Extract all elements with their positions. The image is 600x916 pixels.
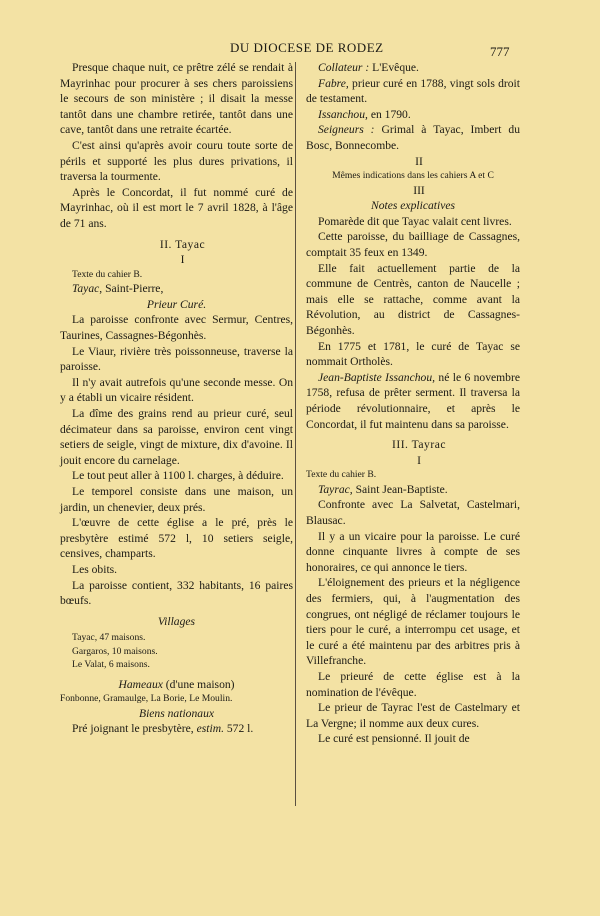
text-run: né le 6 novembre 1758, refusa de prêter serment. Il traversa la période révolutionnaire, et après le Concordat, il fut maintenu dans sa paroisse.: [306, 370, 520, 431]
paragraph: Cette paroisse, du bailliage de Cassagnes, comptait 35 feux en 1349.: [306, 230, 520, 260]
entry-title-rest: , Saint-Pierre,: [99, 282, 164, 296]
roman-numeral: I: [180, 253, 185, 267]
hameaux-label: Hameaux: [118, 677, 163, 691]
entry-title-name: Tayac: [72, 282, 100, 296]
paragraph: [306, 370, 520, 432]
hameaux-note: (d'une maison): [162, 677, 235, 691]
left-column: [60, 60, 293, 737]
paragraph: C'est ainsi qu'après avoir couru toute sorte de périls et supporté les plus dures privations, il traversa la tourmente.: [60, 138, 293, 184]
entry-title: [306, 482, 520, 498]
hameaux-heading: [60, 677, 293, 693]
paragraph: Après le Concordat, il fut nommé curé de Mayrinhac, où il est mort le 7 avril 1828, à l'âge de 71 ans.: [60, 185, 293, 230]
paragraph: [306, 60, 520, 76]
entry-title-rest: Saint Jean-Baptiste.: [352, 482, 448, 496]
paragraph: [306, 122, 520, 153]
label-italic: Collateur :: [318, 61, 370, 74]
paragraph: Il y a un vicaire pour la paroisse. Le curé donne cinquante livres à compte de ses honoraires, ce qui annonce le tiers.: [306, 529, 520, 574]
paragraph: Pomarède dit que Tayac valait cent livres.: [318, 214, 512, 228]
list-item: Tayac, 47 maisons.: [72, 632, 146, 644]
roman-numeral: III: [413, 183, 425, 197]
paragraph: Confronte avec La Salvetat, Castelmari, Blausac.: [306, 498, 520, 528]
paragraph: La paroisse confronte avec Sermur, Centres, Taurines, Cassagnes-Bégonhès.: [60, 313, 293, 342]
paragraph: [60, 721, 293, 737]
list-item: Le Valat, 6 maisons.: [72, 659, 150, 671]
text-run: en 1790.: [367, 107, 411, 121]
paragraph: Le prieur de Tayrac l'est de Castelmary et La Vergne; il nomme aux deux cures.: [306, 701, 520, 730]
notes-heading: Notes explicatives: [370, 199, 456, 213]
paragraph: Presque chaque nuit, ce prêtre zélé se rendait à Mayrinhac pour procurer à ses chers paroissiens le secours de son ministère ; il disait la messe tantôt dans une chambre retirée, tantôt dans une cave, tantôt dans une retraite écartée.: [60, 61, 293, 137]
biens-heading: Biens nationaux: [138, 706, 215, 720]
entry-title: [60, 281, 293, 297]
paragraph: [306, 76, 520, 107]
text-run: Grimal à Tayac, Imbert du Bosc, Bonnecombe.: [306, 123, 521, 152]
page-number: 777: [490, 44, 510, 59]
paragraph: Le temporel consiste dans une maison, un jardin, un chenevier, deux prés.: [60, 484, 293, 514]
column-divider: [295, 62, 296, 806]
paragraph: Le curé est pensionné. Il jouit de: [318, 732, 470, 746]
source-note: Texte du cahier B.: [306, 469, 377, 481]
text-run-italic: estim.: [196, 722, 224, 736]
text-run: Pré joignant le presbytère,: [72, 722, 197, 736]
paragraph: Elle fait actuellement partie de la commune de Centrès, canton de Naucelle ; mais elle se rattache, comme avant la Révolution, au district de Cassagnes-Bégonhès.: [306, 261, 520, 337]
roman-numeral: II: [415, 154, 423, 168]
villages-list: [60, 631, 293, 672]
label-italic: Issanchou,: [318, 107, 368, 121]
running-head: DU DIOCESE DE RODEZ: [230, 40, 384, 55]
entry-title-name: Tayrac,: [318, 482, 353, 496]
label-italic: Fabre,: [318, 76, 349, 90]
list-item: Gargaros, 10 maisons.: [72, 645, 158, 657]
text-run: prieur curé en 1788, vingt sols droit de testament.: [306, 76, 520, 106]
paragraph: [306, 107, 520, 123]
paragraph: Le prieuré de cette église est à la nomination de l'évêque.: [306, 669, 520, 699]
text-run: 572 l.: [226, 722, 254, 736]
source-note: Texte du cahier B.: [72, 268, 143, 280]
villages-heading: Villages: [157, 614, 196, 628]
paragraph: Le tout peut aller à 1100 l. charges, à déduire.: [72, 469, 284, 483]
section-heading-tayrac: III. Tayrac: [391, 438, 447, 452]
roman-numeral: I: [417, 453, 421, 467]
right-column: [306, 60, 520, 747]
text-run: L'Evêque.: [369, 61, 419, 74]
paragraph: La dîme des grains rend au prieur curé, seul décimateur dans sa paroisse, environ cent vingt setiers de seigle, vingt de mixture, dix d'avoine. Il jouit encore du carnelage.: [60, 406, 293, 467]
paragraph: L'éloignement des prieurs et la négligence des fermiers, qui, à l'augmentation des congrues, ont négligé de réclamer toujours le tiers pour le curé, a interrompu cet usage, et le curé a été maintenu par des arbitres pris à Villefranche.: [306, 576, 520, 668]
paragraph: En 1775 et 1781, le curé de Tayac se nommait Ortholès.: [306, 339, 520, 369]
paragraph: Le Viaur, rivière très poissonneuse, traverse la paroisse.: [60, 344, 293, 374]
entry-subtitle: Prieur Curé.: [146, 297, 207, 311]
paragraph: La paroisse contient, 332 habitants, 16 paires bœufs.: [60, 578, 293, 608]
paragraph: Il n'y avait autrefois qu'une seconde messe. On y a établi un vicaire résident.: [60, 375, 293, 405]
label-italic: Seigneurs :: [318, 123, 375, 137]
source-note: Mêmes indications dans les cahiers A et C: [332, 170, 494, 182]
paragraph: L'œuvre de cette église a le pré, près le presbytère estimé 572 l, 10 setiers seigle, censives, champarts.: [60, 516, 293, 561]
paragraph: Les obits.: [72, 562, 118, 576]
hameaux-list: Fonbonne, Gramaulge, La Borie, Le Moulin.: [60, 693, 233, 705]
section-heading-tayac: II. Tayac: [159, 237, 206, 251]
label-italic: Jean-Baptiste Issanchou,: [318, 370, 436, 384]
